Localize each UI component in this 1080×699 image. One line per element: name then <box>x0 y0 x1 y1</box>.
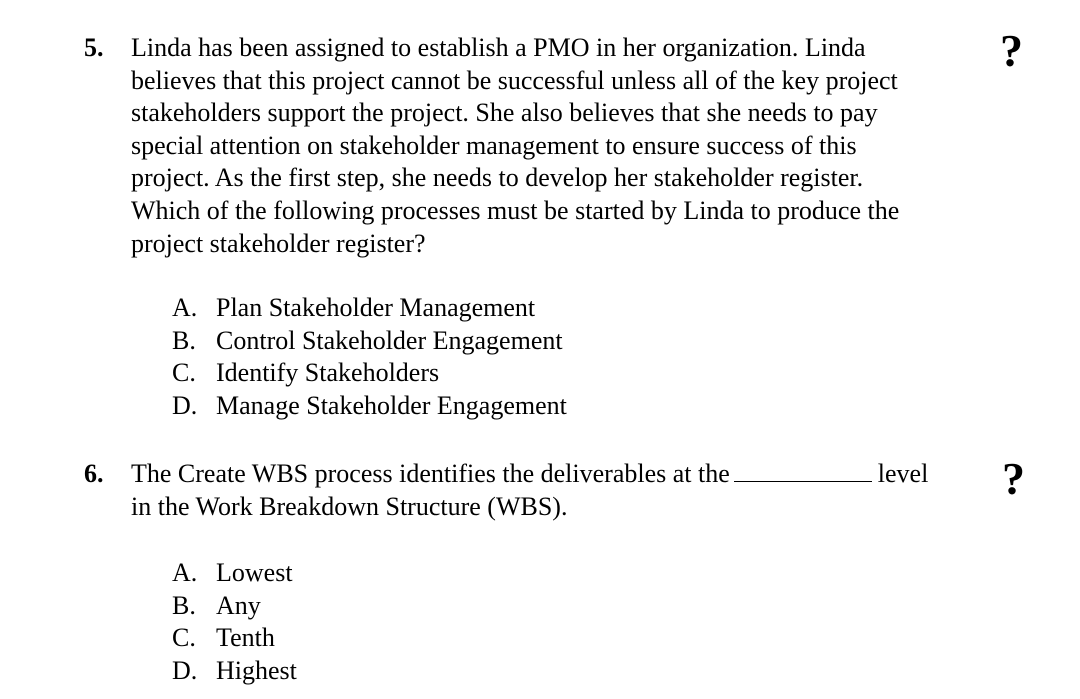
option-letter: D. <box>172 655 198 685</box>
option-letter: D. <box>172 390 198 420</box>
question-text-line: Linda has been assigned to establish a PMO in her organization. Linda <box>131 33 866 62</box>
option-text: Any <box>216 590 261 620</box>
answer-option[interactable] <box>172 655 297 688</box>
option-text: Control Stakeholder Engagement <box>216 325 563 355</box>
option-letter: B. <box>172 590 196 620</box>
question-number: 6. <box>84 459 104 488</box>
answer-option[interactable] <box>172 357 567 390</box>
question-text-line: stakeholders support the project. She also believes that she needs to pay <box>131 98 878 128</box>
question-number: 5. <box>84 33 104 62</box>
question-text-line: believes that this project cannot be successful unless all of the key project <box>131 65 898 95</box>
question-text-line: project stakeholder register? <box>131 228 426 258</box>
question-text-line: project. As the first step, she needs to develop her stakeholder register. <box>131 163 864 193</box>
question-text-line: Which of the following processes must be started by Linda to produce the <box>131 195 900 225</box>
option-text: Tenth <box>216 623 275 653</box>
answer-options <box>172 292 567 422</box>
answer-option[interactable] <box>172 557 297 590</box>
question-text-before-blank: The Create WBS process identifies the deliverables at the <box>131 459 730 488</box>
answer-option[interactable] <box>172 622 297 655</box>
option-letter: A. <box>172 558 198 587</box>
option-text: Identify Stakeholders <box>216 358 440 388</box>
option-letter: C. <box>172 358 196 388</box>
option-text: Highest <box>216 655 297 685</box>
question-text-line: special attention on stakeholder management to ensure success of this <box>131 130 857 160</box>
answer-option[interactable] <box>172 590 297 623</box>
option-text: Lowest <box>216 558 293 587</box>
question-text <box>131 32 899 260</box>
answer-options <box>172 557 297 687</box>
option-letter: C. <box>172 623 196 653</box>
answer-option[interactable] <box>172 292 567 325</box>
question-text-line <box>131 458 928 491</box>
option-letter: A. <box>172 293 198 322</box>
question-text-line: in the Work Breakdown Structure (WBS). <box>131 491 568 521</box>
option-text: Manage Stakeholder Engagement <box>216 390 567 420</box>
option-letter: B. <box>172 325 196 355</box>
question-text <box>131 458 928 523</box>
option-text: Plan Stakeholder Management <box>216 293 536 322</box>
fill-in-blank <box>734 459 872 482</box>
answer-option[interactable] <box>172 390 567 423</box>
question-mark-icon[interactable]: ? <box>1000 25 1023 76</box>
question-text-after-blank: level <box>877 459 929 488</box>
question-mark-icon[interactable]: ? <box>1002 453 1025 504</box>
answer-option[interactable] <box>172 325 567 358</box>
